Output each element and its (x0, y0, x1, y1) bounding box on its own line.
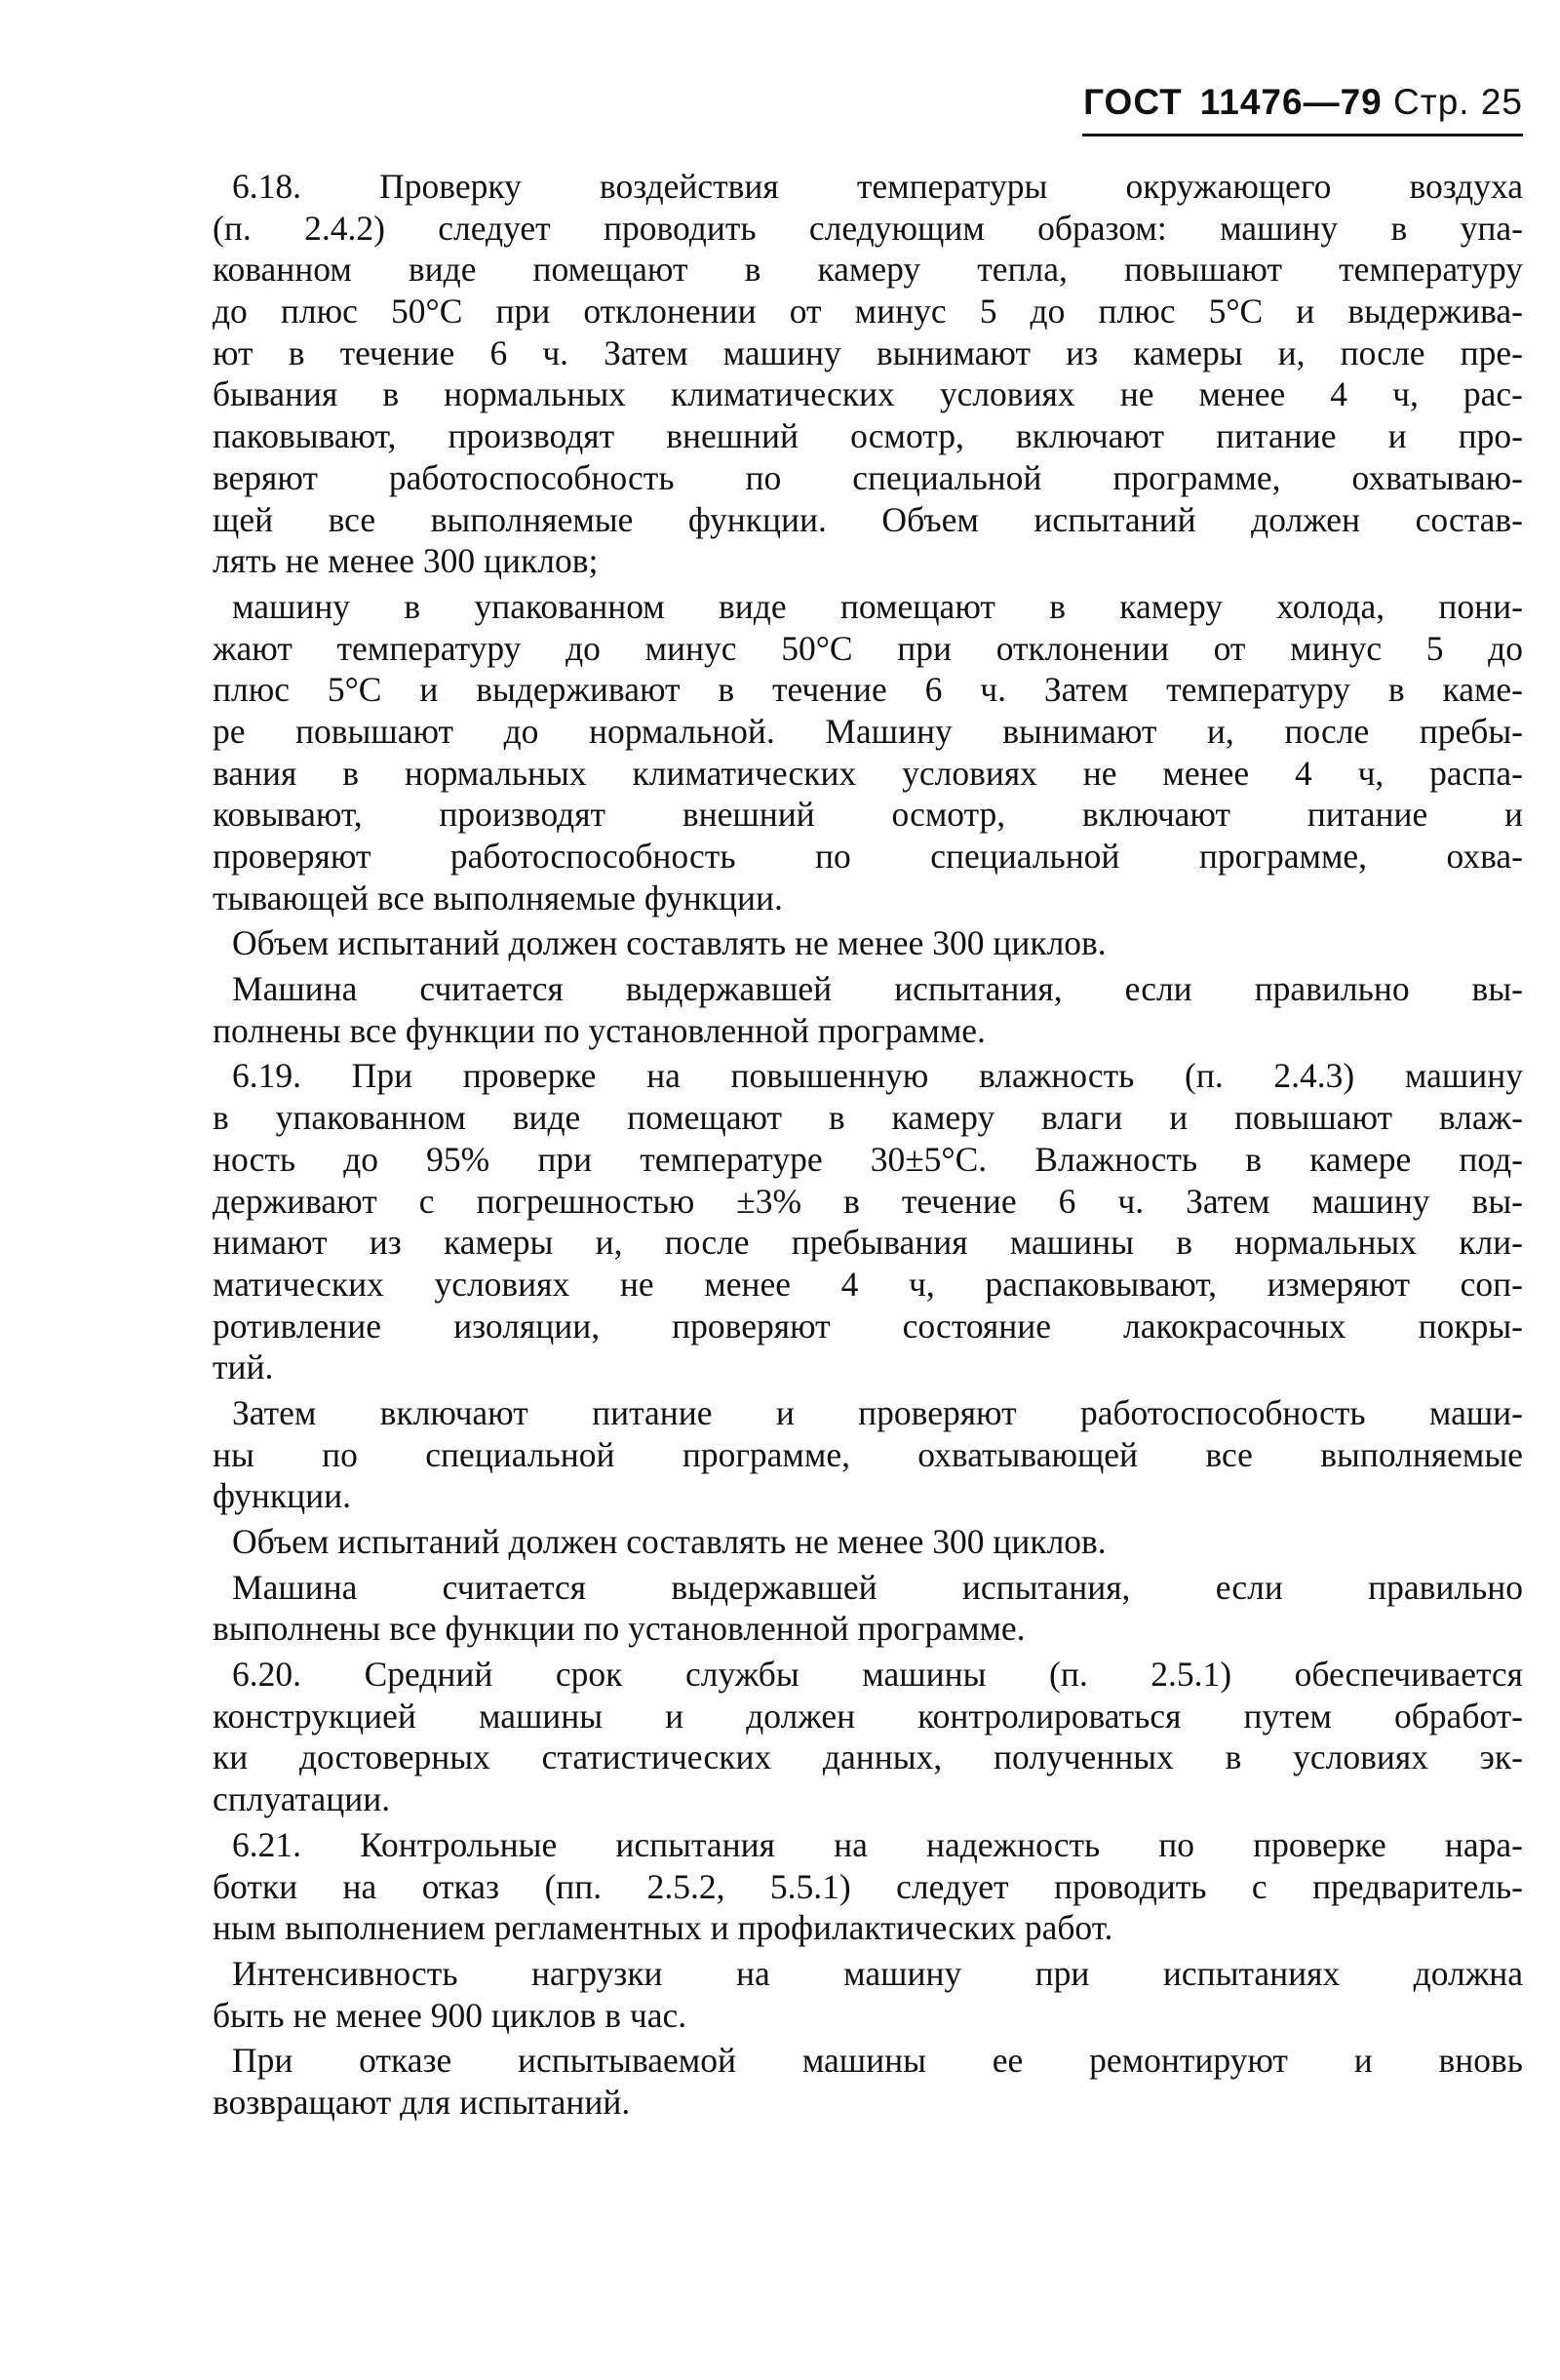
text-line: быть не менее 900 циклов в час. (213, 1995, 687, 2035)
paragraph (213, 166, 1523, 582)
text-line: При отказе испытываемой машины ее ремонтируют и вновь (232, 2041, 1523, 2081)
paragraph (213, 1654, 1523, 1820)
text-line: функции. (213, 1476, 351, 1516)
paragraph (213, 2040, 1523, 2123)
text-line: Машина считается выдержавшей испытания, если правильно (232, 1567, 1523, 1607)
text-line: ре повышают до нормальной. Машину вынимают и, после пребы- (213, 711, 1523, 751)
text-line: ротивление изоляции, проверяют состояние лакокрасочных покры- (213, 1306, 1523, 1346)
text-line: лять не менее 300 циклов; (213, 541, 599, 581)
running-head (1083, 82, 1523, 123)
text-line: ны по специальной программе, охватывающей все выполняемые (213, 1434, 1523, 1474)
text-line: Объем испытаний должен составлять не менее 300 циклов. (232, 1522, 1107, 1561)
document-body (213, 166, 1523, 2127)
text-line: плюс 5°С и выдерживают в течение 6 ч. Затем температуру в каме- (213, 670, 1523, 710)
text-line: ность до 95% при температуре 30±5°С. Влажность в камере под- (213, 1139, 1523, 1179)
text-line: конструкцией машины и должен контролироваться путем обработ- (213, 1696, 1523, 1736)
paragraph (213, 968, 1523, 1051)
text-line: Затем включают питание и проверяют работоспособность маши- (232, 1392, 1523, 1432)
text-line: ковывают, производят внешний осмотр, включают питание и (213, 795, 1523, 835)
text-line: (п. 2.4.2) следует проводить следующим образом: машину в упа- (213, 208, 1523, 248)
text-line: ботки на отказ (пп. 2.5.2, 5.5.1) следует проводить с предваритель- (213, 1866, 1523, 1906)
text-line: Интенсивность нагрузки на машину при испытаниях должна (232, 1953, 1523, 1993)
text-line: 6.19. При проверке на повышенную влажность (п. 2.4.3) машину (232, 1056, 1523, 1096)
text-line: 6.21. Контрольные испытания на надежность по проверке нара- (232, 1824, 1523, 1864)
standard-number: 11476—79 (1199, 82, 1383, 122)
paragraph (213, 922, 1523, 964)
text-line: паковывают, производят внешний осмотр, включают питание и про- (213, 416, 1523, 456)
page-number: Стр. 25 (1393, 82, 1523, 122)
text-line: жают температуру до минус 50°С при отклонении от минус 5 до (213, 628, 1523, 668)
text-line: машину в упакованном виде помещают в камеру холода, пони- (232, 586, 1523, 626)
text-line: вания в нормальных климатических условиях не менее 4 ч, распа- (213, 753, 1523, 793)
text-line: сплуатации. (213, 1779, 391, 1819)
text-line: кованном виде помещают в камеру тепла, повышают температуру (213, 250, 1523, 290)
text-line: 6.18. Проверку воздействия температуры окружающего воздуха (232, 167, 1523, 206)
text-line: тий. (213, 1347, 274, 1387)
text-line: матических условиях не менее 4 ч, распаковывают, измеряют соп- (213, 1264, 1523, 1304)
text-line: держивают с погрешностью ±3% в течение 6 ч. Затем машину вы- (213, 1181, 1523, 1221)
text-line: тывающей все выполняемые функции. (213, 878, 783, 917)
header-rule (1082, 134, 1523, 137)
text-line: до плюс 50°С при отклонении от минус 5 до плюс 5°С и выдержива- (213, 292, 1523, 332)
text-line: нимают из камеры и, после пребывания машины в нормальных кли- (213, 1223, 1523, 1263)
page-header (1082, 76, 1523, 137)
text-line: веряют работоспособность по специальной программе, охватываю- (213, 457, 1523, 497)
paragraph (213, 1055, 1523, 1388)
text-line: выполнены все функции по установленной программе. (213, 1609, 1026, 1649)
text-line: возвращают для испытаний. (213, 2082, 631, 2122)
text-line: полнены все функции по установленной программе. (213, 1010, 986, 1050)
paragraph (213, 1824, 1523, 1949)
text-line: ют в течение 6 ч. Затем машину вынимают из камеры и, после пре- (213, 332, 1523, 372)
paragraph (213, 1953, 1523, 2036)
text-line: проверяют работоспособность по специальной программе, охва- (213, 837, 1523, 876)
text-line: в упакованном виде помещают в камеру влаги и повышают влаж- (213, 1098, 1523, 1138)
standard-label: ГОСТ (1083, 82, 1183, 122)
paragraph (213, 1567, 1523, 1650)
text-line: ным выполнением регламентных и профилактических работ. (213, 1908, 1113, 1948)
text-line: 6.20. Средний срок службы машины (п. 2.5.1) обеспечивается (232, 1655, 1523, 1695)
paragraph (213, 1521, 1523, 1563)
text-line: ки достоверных статистических данных, полученных в условиях эк- (213, 1737, 1523, 1777)
paragraph (213, 586, 1523, 919)
paragraph (213, 1392, 1523, 1517)
text-line: щей все выполняемые функции. Объем испытаний должен состав- (213, 499, 1523, 539)
text-line: бывания в нормальных климатических условиях не менее 4 ч, рас- (213, 374, 1523, 414)
text-line: Машина считается выдержавшей испытания, если правильно вы- (232, 969, 1523, 1009)
text-line: Объем испытаний должен составлять не менее 300 циклов. (232, 923, 1107, 963)
